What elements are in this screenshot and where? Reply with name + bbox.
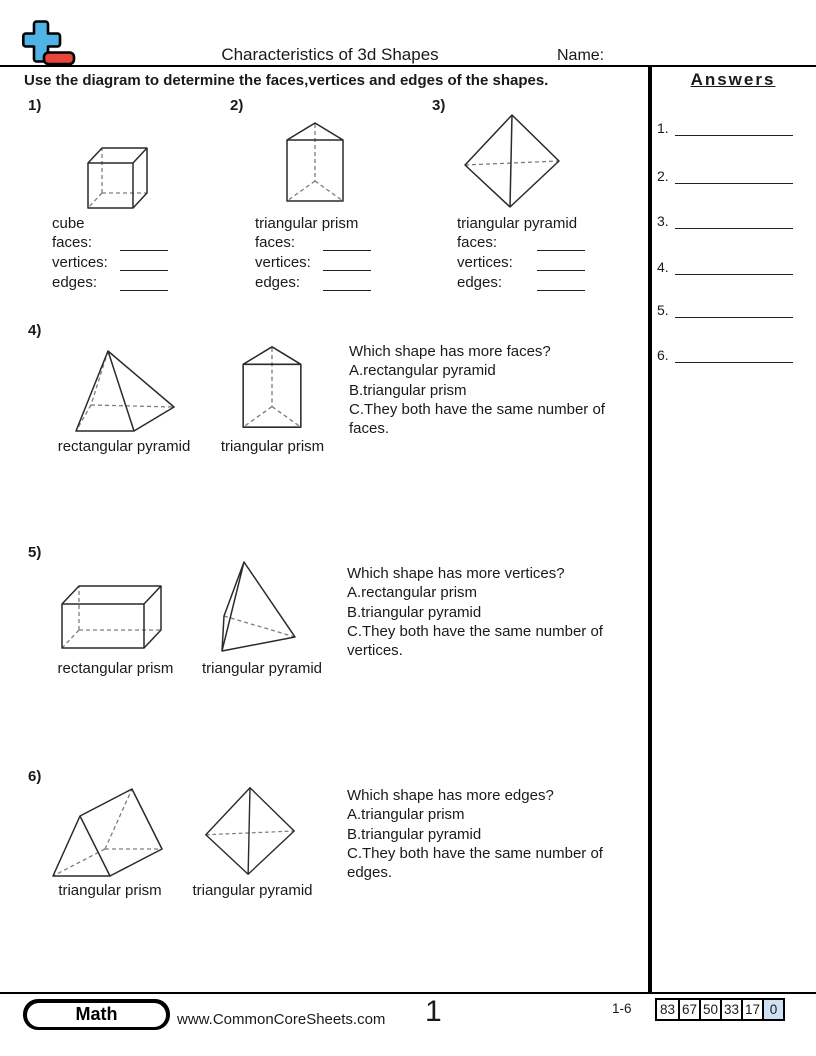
edges-field (255, 272, 371, 291)
answer-blank-5[interactable] (675, 302, 793, 318)
option-c[interactable]: C.They both have the same number of vertices. (347, 622, 603, 660)
vertices-blank[interactable] (120, 256, 168, 271)
edges-field (52, 272, 168, 291)
subject-badge (23, 999, 170, 1030)
vertices-field (457, 252, 585, 271)
score-cell: 83 (657, 1000, 678, 1019)
question-text: Which shape has more faces? (349, 343, 551, 360)
problem-3-number: 3) (432, 97, 446, 114)
faces-label: faces: (457, 234, 498, 251)
answers-divider (648, 67, 652, 992)
website-link[interactable]: www.CommonCoreSheets.com (177, 1011, 386, 1028)
answer-row-4 (657, 257, 793, 275)
vertices-label: vertices: (255, 254, 311, 271)
score-cell-highlighted: 0 (762, 1000, 783, 1019)
answer-row-1 (657, 118, 793, 136)
option-b[interactable]: B.triangular pyramid (347, 825, 482, 843)
header-rule (0, 65, 816, 67)
problem-2-number: 2) (230, 97, 244, 114)
problem-6-number: 6) (28, 768, 42, 785)
option-b[interactable]: B.triangular prism (349, 381, 467, 399)
subject-badge-label: Math (27, 1003, 166, 1027)
problem-5-shape-b-label: triangular pyramid (201, 660, 323, 677)
answer-blank-4[interactable] (675, 259, 793, 275)
score-table (655, 998, 785, 1021)
option-c[interactable]: C.They both have the same number of edges. (347, 844, 603, 882)
problem-4-question (349, 342, 637, 438)
question-text: Which shape has more vertices? (347, 565, 565, 582)
faces-field (52, 232, 168, 251)
score-cell: 17 (741, 1000, 762, 1019)
vertices-blank[interactable] (323, 256, 371, 271)
vertices-field (52, 252, 168, 271)
edges-blank[interactable] (537, 276, 585, 291)
edges-blank[interactable] (120, 276, 168, 291)
vertices-blank[interactable] (537, 256, 585, 271)
answers-title: Answers (690, 70, 776, 89)
page-title: Characteristics of 3d Shapes (221, 45, 439, 64)
answer-number: 3. (657, 213, 669, 229)
edges-label: edges: (457, 274, 503, 291)
edges-label: edges: (255, 274, 301, 291)
problem-6-shape-b-label: triangular pyramid (192, 882, 313, 899)
answer-blank-3[interactable] (675, 213, 793, 229)
rectangular-prism-figure (58, 580, 180, 652)
cube-figure (78, 142, 148, 212)
faces-label: faces: (255, 234, 296, 251)
triangular-prism-figure (282, 121, 348, 203)
faces-field (457, 232, 585, 251)
problem-4-shape-b-label: triangular prism (220, 438, 325, 455)
faces-blank[interactable] (120, 236, 168, 251)
footer-rule (0, 992, 816, 994)
faces-field (255, 232, 371, 251)
option-c[interactable]: C.They both have the same number of faces. (349, 400, 605, 438)
faces-blank[interactable] (323, 236, 371, 251)
faces-label: faces: (52, 234, 93, 251)
problem-1-shape-label: cube (52, 215, 85, 232)
page-number: 1 (425, 995, 442, 1028)
answer-row-2 (657, 166, 793, 184)
option-a[interactable]: A.triangular prism (347, 806, 465, 824)
vertices-field (255, 252, 371, 271)
vertices-label: vertices: (52, 254, 108, 271)
answer-blank-1[interactable] (675, 120, 793, 136)
score-cell: 33 (720, 1000, 741, 1019)
edges-blank[interactable] (323, 276, 371, 291)
faces-blank[interactable] (537, 236, 585, 251)
minus-icon (44, 53, 74, 65)
score-cell: 50 (699, 1000, 720, 1019)
answer-row-6 (657, 345, 793, 363)
commoncoresheets-logo-icon (22, 19, 78, 66)
name-field-label[interactable]: Name: (557, 47, 605, 64)
problem-5-number: 5) (28, 544, 42, 561)
answer-blank-2[interactable] (675, 168, 793, 184)
edges-label: edges: (52, 274, 98, 291)
problem-5-question (347, 564, 635, 660)
triangular-pyramid-figure (462, 112, 562, 210)
triangular-prism-figure (238, 343, 306, 431)
question-text: Which shape has more edges? (347, 787, 554, 804)
score-cell: 67 (678, 1000, 699, 1019)
score-range-label: 1-6 (612, 1001, 632, 1016)
problem-3-shape-label: triangular pyramid (457, 215, 578, 232)
answer-row-5 (657, 300, 793, 318)
edges-field (457, 272, 585, 291)
answer-number: 2. (657, 168, 669, 184)
triangular-prism-side-figure (50, 786, 168, 878)
answer-blank-6[interactable] (675, 347, 793, 363)
problem-6-question (347, 786, 635, 882)
answer-number: 1. (657, 120, 669, 136)
instruction-text: Use the diagram to determine the faces,vertices and edges of the shapes. (24, 72, 549, 89)
problem-4-shape-a-label: rectangular pyramid (57, 438, 191, 455)
answer-row-3 (657, 211, 793, 229)
triangular-pyramid-figure (220, 560, 300, 655)
triangular-pyramid-figure (203, 784, 297, 878)
answer-number: 5. (657, 302, 669, 318)
problem-6-shape-a-label: triangular prism (58, 882, 162, 899)
problem-4-number: 4) (28, 322, 42, 339)
vertices-label: vertices: (457, 254, 513, 271)
option-b[interactable]: B.triangular pyramid (347, 603, 482, 621)
option-a[interactable]: A.rectangular pyramid (349, 362, 496, 380)
problem-2-shape-label: triangular prism (255, 215, 359, 232)
answer-number: 4. (657, 259, 669, 275)
answer-number: 6. (657, 347, 669, 363)
option-a[interactable]: A.rectangular prism (347, 584, 478, 602)
problem-1-number: 1) (28, 97, 42, 114)
rectangular-pyramid-figure (72, 347, 176, 435)
problem-5-shape-a-label: rectangular prism (57, 660, 174, 677)
